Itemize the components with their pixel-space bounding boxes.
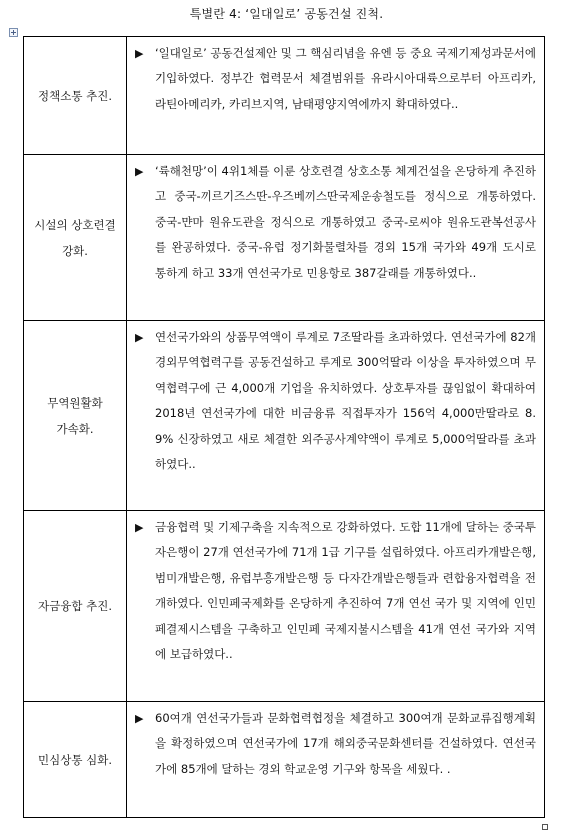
row-text: ‘일대일로’ 공동건설제안 및 그 핵심리념을 유엔 등 중요 국제기제성과문서에 기입하였다. 정부간 협력문서 체결범위를 유라시아대륙으로부터 아프리카, 라틴아메리카, 카리브지역, 남태평양지역에까지 확대하였다..: [155, 46, 536, 111]
row-text: 60여개 연선국가들과 문화협력협정을 체결하고 300여개 문화교류집행계획을 확정하였으며 연선국가에 17개 해외중국문화센터를 건설하였다. 연선국가에 85개에 달하는 경외 학교운영 기구와 항목을 세웠다. .: [155, 711, 536, 776]
triangle-bullet-icon: ▶: [135, 165, 144, 178]
row-label-cell: [24, 511, 127, 702]
row-label-cell: [24, 37, 127, 155]
row-label-cell: [24, 702, 127, 818]
row-paragraph: [135, 325, 536, 477]
row-label: 자금융합 추진.: [38, 599, 112, 613]
row-label-cell: [24, 321, 127, 511]
row-content-cell: [127, 37, 545, 155]
row-label: 민심상통 심화.: [38, 752, 112, 767]
row-text: 연선국가와의 상품무역액이 루계로 7조딸라를 초과하였다. 연선국가에 82개 경외무역협력구를 공동건설하고 루계로 300억딸라 이상을 투자하였으며 무역협력구에 근 4,000개 기업을 유치하였다. 상호투자를 끊임없이 확대하여 2018년 연선국가에 대한 비금융류 직접투자가 156억 4,000만딸라로 8.9% 신장하였고 새로 체결한 외주공사계약액이 루계로 5,000억딸라를 초과하였다..: [155, 330, 536, 472]
table-row: [24, 37, 545, 155]
table-row: [24, 511, 545, 702]
table-row: [24, 702, 545, 818]
table-resize-handle-icon[interactable]: [542, 824, 548, 830]
triangle-bullet-icon: ▶: [135, 331, 144, 344]
triangle-bullet-icon: ▶: [135, 521, 144, 534]
row-content-cell: [127, 155, 545, 321]
row-paragraph: [135, 41, 536, 117]
table-row: [24, 321, 545, 511]
document-title: 특별란 4: ‘일대일로’ 공동건설 진척.: [189, 7, 384, 21]
row-label: 시설의 상호련결 강화.: [34, 217, 116, 258]
row-text: 금융협력 및 기제구축을 지속적으로 강화하였다. 도합 11개에 달하는 중국투자은행이 27개 연선국가에 71개 1급 기구를 설립하였다. 아프리카개발은행, 범미개발은행, 유럽부흥개발은행 등 다자간개발은행들과 련합융자협력을 전개하였다. 인민페국제화를 온당하게 추진하여 7개 연선 국가 및 지역에 인민페결제시스템을 구축하고 인민페 국제지불시스템을 41개 연선 국가와 지역에 보급하였다..: [155, 520, 536, 662]
progress-table: [23, 36, 545, 818]
row-content-cell: [127, 511, 545, 702]
triangle-bullet-icon: ▶: [135, 47, 144, 60]
row-paragraph: [135, 706, 536, 782]
row-content-cell: [127, 702, 545, 818]
row-paragraph: [135, 515, 536, 667]
row-paragraph: [135, 159, 536, 286]
row-label-cell: [24, 155, 127, 321]
table-row: [24, 155, 545, 321]
table-move-handle-icon[interactable]: [9, 28, 18, 37]
row-text: ‘륙해천망’이 4위1체를 이룬 상호련결 상호소통 체계건설을 온당하게 추진하고 중국-끼르기즈스딴-우즈베끼스딴국제운송철도를 정식으로 개통하였다. 중국-먄마 원유도관을 정식으로 개통하였고 중국-로씨야 원유도관복선공사를 완공하였다. 중국-유럽 정기화물렬차를 경외 15개 국가와 49개 도시로 통하게 하고 33개 연선국가로 민용항로 387갈래를 개통하였다..: [155, 164, 536, 280]
row-label: 무역원활화 가속화.: [47, 395, 103, 436]
row-content-cell: [127, 321, 545, 511]
row-label: 정책소통 추진.: [38, 88, 112, 103]
triangle-bullet-icon: ▶: [135, 712, 144, 725]
